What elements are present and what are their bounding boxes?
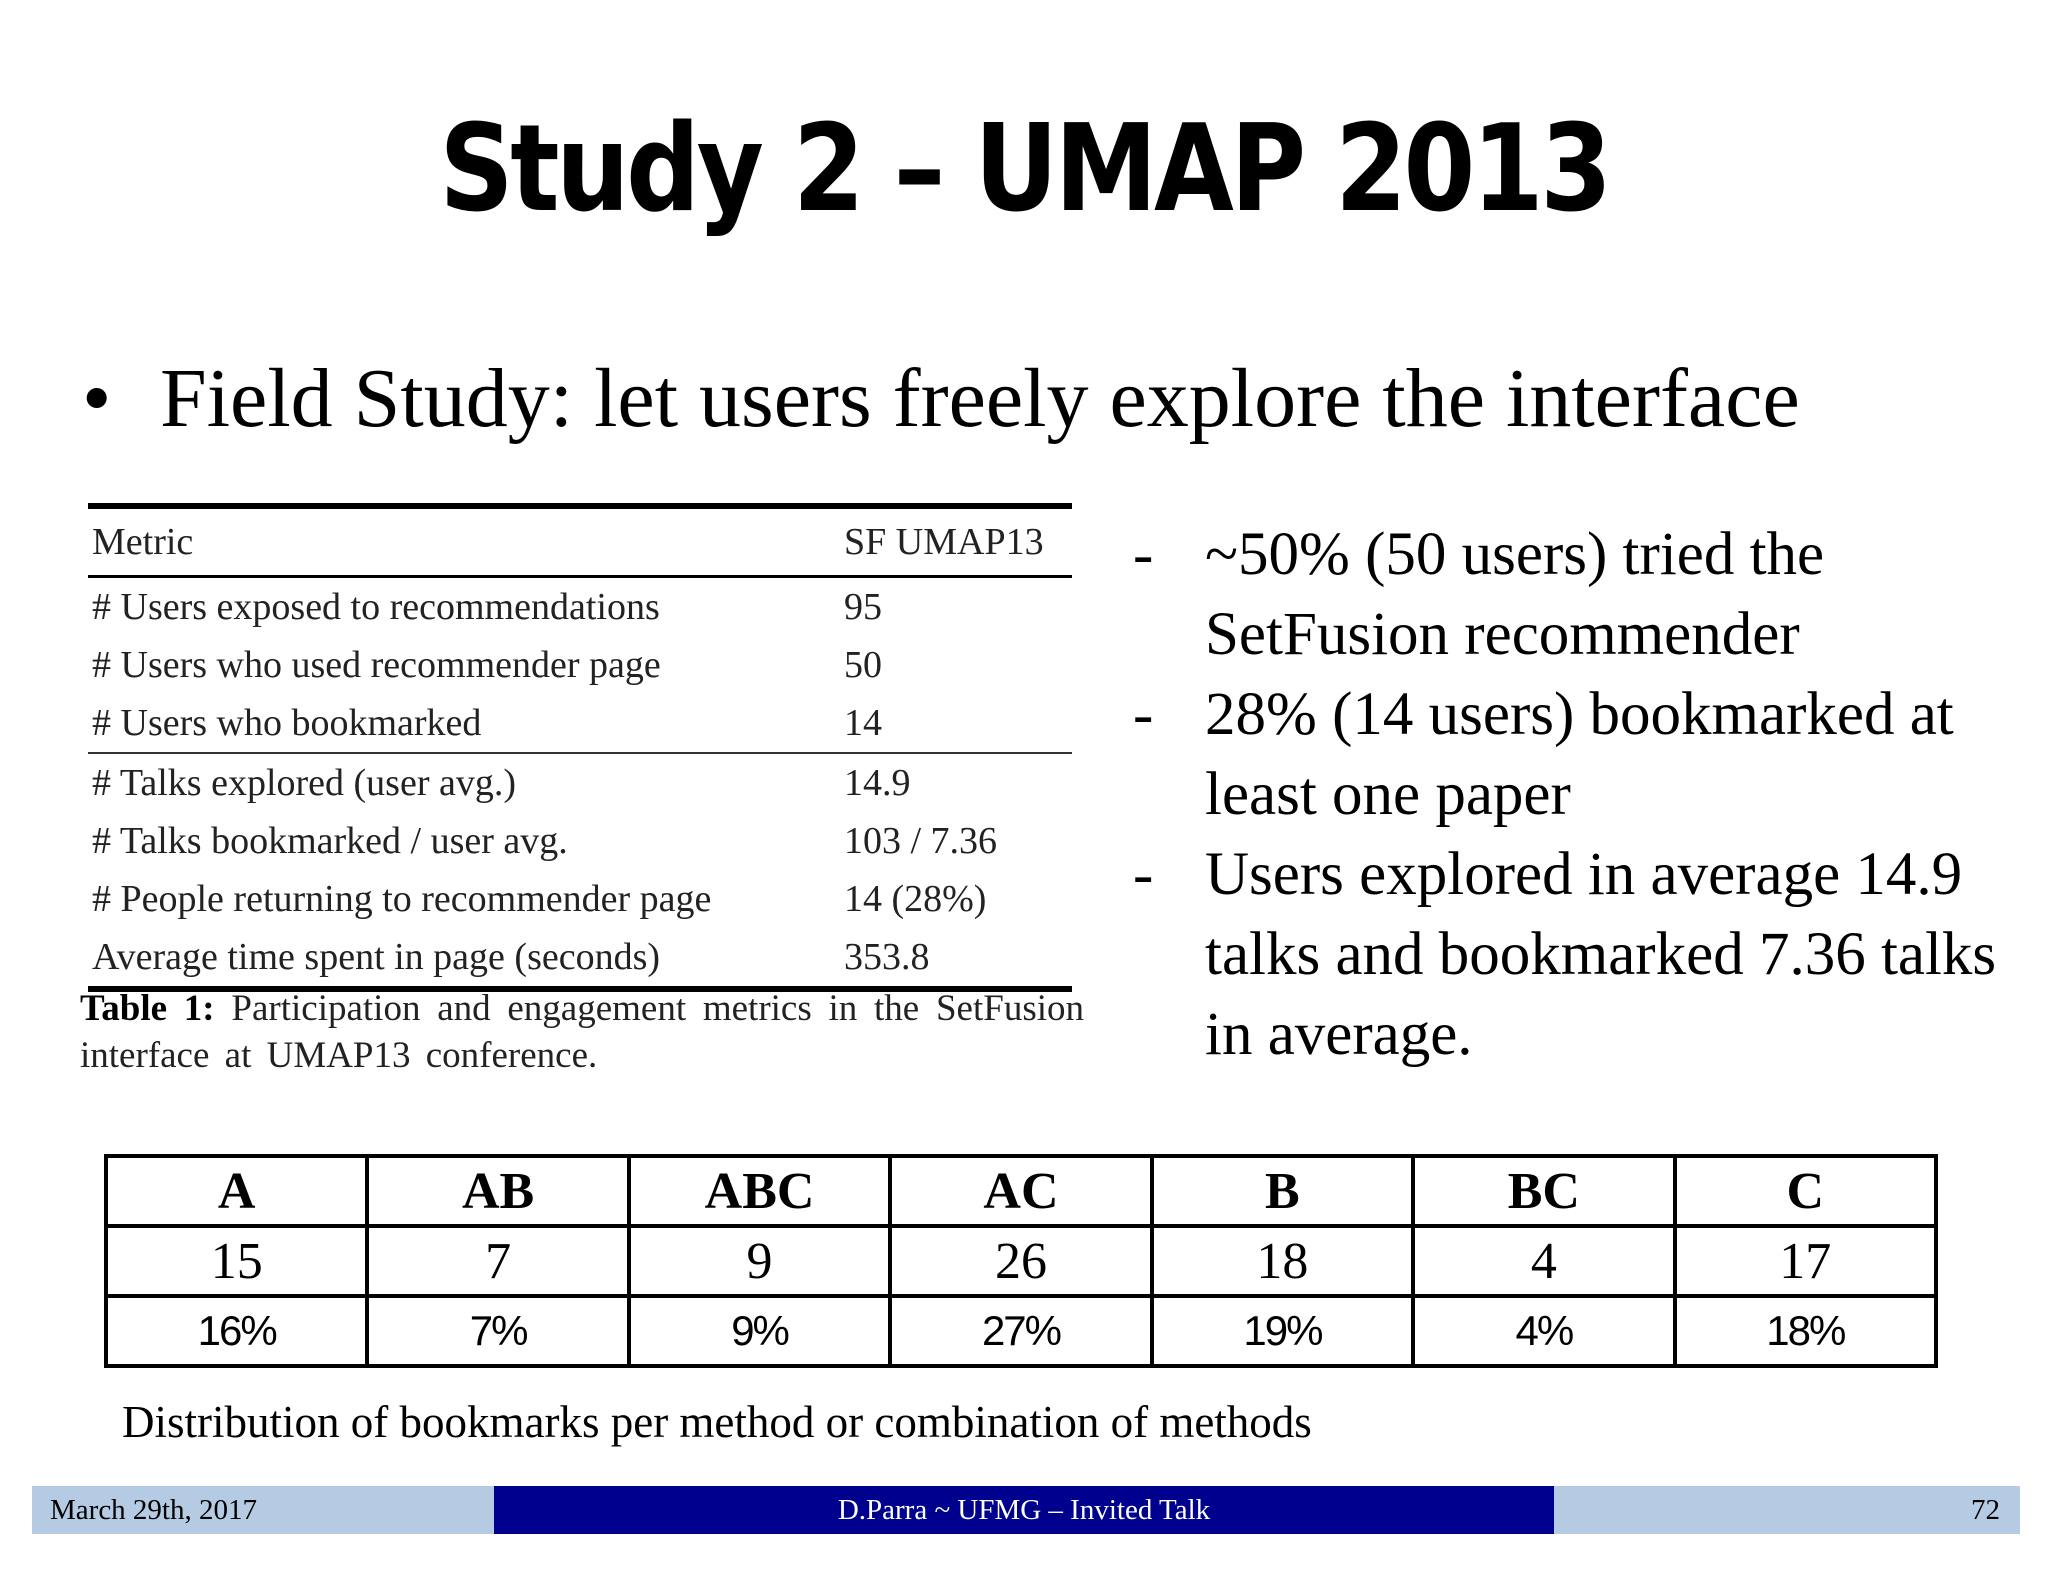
table-row (88, 578, 1072, 636)
table-row (88, 694, 1072, 752)
distribution-header-row (106, 1156, 1936, 1226)
bookmark-percent: 16% (106, 1296, 367, 1366)
bookmark-percent: 19% (1152, 1296, 1413, 1366)
note-dash: - (1133, 841, 1154, 908)
metric-label: # People returning to recommender page (92, 878, 712, 920)
distribution-percent-row (106, 1296, 1936, 1366)
table-row (88, 636, 1072, 694)
footer-center: D.Parra ~ UFMG – Invited Talk (494, 1486, 1554, 1534)
note-dash: - (1133, 681, 1154, 748)
bookmark-percent: 18% (1675, 1296, 1936, 1366)
bookmark-percent: 7% (367, 1296, 628, 1366)
metric-value: 50 (844, 644, 882, 686)
table-row (88, 928, 1072, 986)
list-item (1125, 835, 2025, 1075)
metric-value: 103 / 7.36 (844, 820, 998, 862)
bookmark-count: 18 (1152, 1226, 1413, 1296)
bookmark-percent: 27% (890, 1296, 1151, 1366)
bullet-point (82, 350, 1800, 447)
notes-list (1125, 515, 2025, 1075)
footer-date: March 29th, 2017 (32, 1486, 494, 1534)
note-text: 28% (14 users) bookmarked at least one paper (1205, 681, 1954, 828)
method-header: B (1152, 1156, 1413, 1226)
table-row (88, 754, 1072, 812)
bullet-marker: • (82, 352, 112, 445)
list-item (1125, 675, 2025, 835)
method-header: AB (367, 1156, 628, 1226)
metrics-header-value: SF UMAP13 (844, 521, 1044, 563)
table-row (88, 870, 1072, 928)
bookmark-count: 17 (1675, 1226, 1936, 1296)
metrics-header-row (88, 509, 1072, 575)
method-header: A (106, 1156, 367, 1226)
metrics-header-metric: Metric (92, 521, 194, 563)
list-item (1125, 515, 2025, 675)
table-row (88, 812, 1072, 870)
note-text: Users explored in average 14.9 talks and bookmarked 7.36 talks in average. (1205, 841, 1997, 1068)
note-dash: - (1133, 521, 1154, 588)
method-header: BC (1413, 1156, 1674, 1226)
method-header: C (1675, 1156, 1936, 1226)
distribution-caption: Distribution of bookmarks per method or combination of methods (122, 1397, 1312, 1447)
bookmark-count: 7 (367, 1226, 628, 1296)
bullet-text: Field Study: let users freely explore the interface (160, 352, 1800, 445)
metric-value: 14 (28%) (844, 878, 987, 920)
metric-label: # Users who bookmarked (92, 702, 482, 744)
page-number: 72 (1554, 1486, 2020, 1534)
table-caption-text: Participation and engagement metrics in the SetFusion interface at UMAP13 conference. (80, 988, 1085, 1076)
method-header: ABC (629, 1156, 890, 1226)
distribution-count-row (106, 1226, 1936, 1296)
slide-footer (32, 1486, 2020, 1534)
note-text: ~50% (50 users) tried the SetFusion recommender (1205, 521, 1825, 668)
bookmark-percent: 4% (1413, 1296, 1674, 1366)
metric-value: 353.8 (844, 936, 930, 978)
metric-label: # Talks explored (user avg.) (92, 762, 517, 804)
bookmark-count: 9 (629, 1226, 890, 1296)
metric-label: # Users exposed to recommendations (92, 586, 660, 628)
metric-label: # Talks bookmarked / user avg. (92, 820, 568, 862)
bookmark-count: 4 (1413, 1226, 1674, 1296)
slide-title: Study 2 – UMAP 2013 (439, 100, 1609, 239)
bookmark-count: 15 (106, 1226, 367, 1296)
method-header: AC (890, 1156, 1151, 1226)
metric-value: 14.9 (844, 762, 911, 804)
table-caption-label: Table 1: (80, 988, 215, 1029)
metrics-table (88, 503, 1072, 992)
metric-value: 95 (844, 586, 882, 628)
metric-label: # Users who used recommender page (92, 644, 661, 686)
bookmark-count: 26 (890, 1226, 1151, 1296)
table-caption (80, 985, 1084, 1079)
metric-value: 14 (844, 702, 882, 744)
metric-label: Average time spent in page (seconds) (92, 936, 661, 978)
bookmark-percent: 9% (629, 1296, 890, 1366)
distribution-table (104, 1154, 1938, 1368)
